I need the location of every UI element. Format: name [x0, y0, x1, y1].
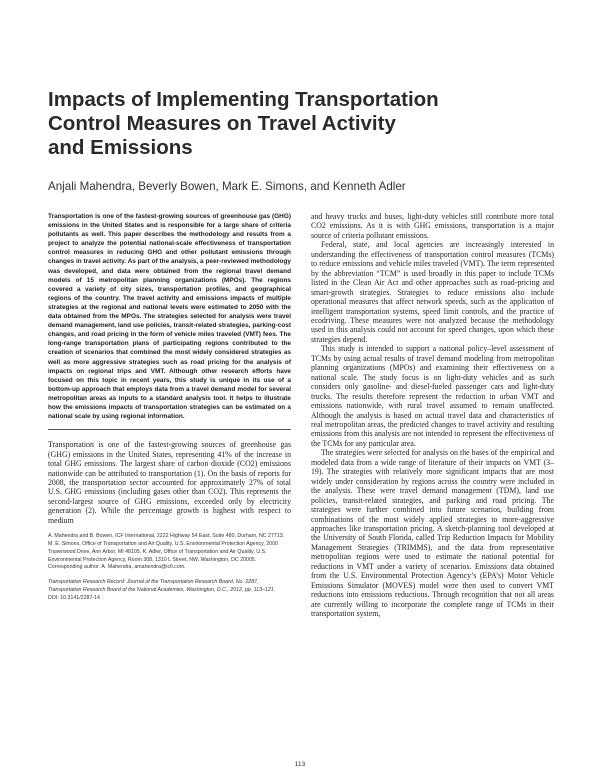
abstract [48, 212, 291, 421]
right-column [311, 212, 554, 618]
abstract-divider [48, 429, 291, 430]
author-list: Anjali Mahendra, Beverly Bowen, Mark E. Simons, and Kenneth Adler [48, 180, 406, 193]
agencies-paragraph: Federal, state, and local agencies are increasingly interested in understanding the effectiveness of transportation control measures (TCMs) to reduce emissions and vehicle miles traveled (VMT). The term represented by the abbreviation “TCM” is used broadly in this paper to include TCMs listed in the Clean Air Act and other approaches such as road-pricing and smart-growth strategies. Strategies to reduce emissions also include operational measures that affect network speeds, such as the application of intelligent transportation systems, speed limit controls, and the practice of ecodriving. These measures were not analyzed because the methodology used in this analysis could not account for speed changes, upon which these strategies depend. [311, 240, 554, 344]
strategies-paragraph: The strategies were selected for analysis on the bases of the empirical and modeled data from a wide range of literature of their impacts on VMT (3–19). The strategies with relatively more significant impacts that are most widely under consideration by regions across the country were included in the analysis. These were travel demand management (TDM), land use policies, transit-related strategies, and parking and road pricing. The strategies were further combined into future scenarios, building from combinations of the most widely applied strategies to more-aggressive approaches like transportation pricing. A sketch-planning tool developed at the University of South Florida, called Trip Reduction Impacts for Mobility Management Strategies (TRIMMS), and the data from representative metropolitan regions were used to estimate the national potential for reductions in VMT under a variety of scenarios. Emissions data obtained from the U.S. Environmental Protection Agency’s (EPA’s) Motor Vehicle Emissions Simulator (MOVES) model were then used to convert VMT reductions into emissions reductions. Through recognition that not all areas are currently willing to incorporate the complete range of TCMs in their transportation system, [311, 448, 554, 619]
title-line-3: and Emissions [48, 136, 193, 159]
doi: DOI: 10.3141/2287-14 [48, 594, 100, 601]
left-body [48, 440, 291, 525]
page-number: 113 [294, 761, 306, 768]
paper-title [48, 88, 518, 160]
footnote [48, 533, 291, 602]
journal-citation: Transportation Research Record: Journal of the Transportation Research Board, No. 2287, Transportation Research Board of the National Academies, Washington, D.C., 2012, pp. 113–121. [48, 579, 276, 594]
abstract-text: Transportation is one of the fastest-growing sources of greenhouse gas (GHG) emissions in the United States and is responsible for a large share of criteria pollutants as well. This paper describes the methodology and results from a project to analyze the potential national-scale effectiveness of transportation control measures in reducing GHG and other pollutant emissions through changes in travel activity. As part of the analysis, a peer-reviewed methodology was developed, and data were obtained from the regional travel demand models of 15 metropolitan planning organizations (MPOs). The regions covered a variety of city sizes, transportation profiles, and geographical regions of the country. The travel activity and emissions impacts of multiple strategies at the regional and national levels were estimated to 2050 with the data obtained from the MPOs. The strategies selected for analysis were travel demand management, land use policies, transit-related strategies, parking-cost changes, and road pricing in the form of vehicle miles traveled (VMT) fees. The long-range transportation plans of participating regions contributed to the creation of scenarios that combined the most widely considered strategies as well as more aggressive strategies such as road pricing for the analysis of impacts on regional trips and VMT. Although other research efforts have focused on this topic in recent years, this study is unique in its use of a bottom-up approach that employs data from a travel demand model for several metropolitan areas as inputs to a standard analysis tool. It helps to illustrate how the emissions impacts of transportation strategies can be estimated on a national scale by using regional information. [48, 213, 291, 421]
intro-paragraph: Transportation is one of the fastest-growing sources of greenhouse gas (GHG) emissions in the United States, representing 41% of the increase in total GHG emissions. The largest share of carbon dioxide (CO2) emissions nationwide can be attributed to transportation (1). On the basis of reports for 2008, the transportation sector accounted for approximately 27% of total U.S. GHG emissions (including gases other than CO2). This represents the second-largest source of GHG emissions, exceeded only by electricity generation (2). While the percentage growth is highest with respect to medium [48, 440, 291, 525]
title-line-2: Control Measures on Travel Activity [48, 112, 396, 135]
left-column [48, 212, 291, 603]
title-line-1: Impacts of Implementing Transportation [48, 88, 439, 111]
continued-paragraph: and heavy trucks and buses, light-duty vehicles still contribute more total CO2 emissions. As it is with GHG emissions, transportation is a major source of criteria pollutant emissions. [311, 212, 554, 240]
study-paragraph: This study is intended to support a national policy–level assessment of TCMs by using actual results of travel demand modeling from metropolitan planning organizations (MPOs) and examining their effectiveness on a national scale. The study focus is on light-duty vehicles and as such considers only gasoline- and diesel-fueled passenger cars and light-duty trucks. The results therefore represent the reduction in urban VMT and emissions nationwide, with rural travel assumed to remain unaffected. Although the analysis is based on actual travel data and characteristics of real metropolitan areas, the predicted changes to travel activity and resulting emissions from this analysis are not intended to represent the effectiveness of the TCMs for any particular area. [311, 344, 554, 448]
author-affiliations: A. Mahendra and B. Bowen, ICF International, 2222 Highway 54 East, Suite 480, Durham, NC 27713. M. E. Simons, Office of Transportation and Air Quality, U.S. Environmental Protection Agency, 2000 Traverwood Drive, Ann Arbor, MI 48105. K. Adler, Office of Transportation and Air Quality, U.S. Environmental Protection Agency, Room 308, 1310 L Street, NW, Washington, DC 20005. Corresponding author: A. Mahendra, amahendra@icfi.com. [48, 533, 285, 571]
right-body [311, 212, 554, 618]
